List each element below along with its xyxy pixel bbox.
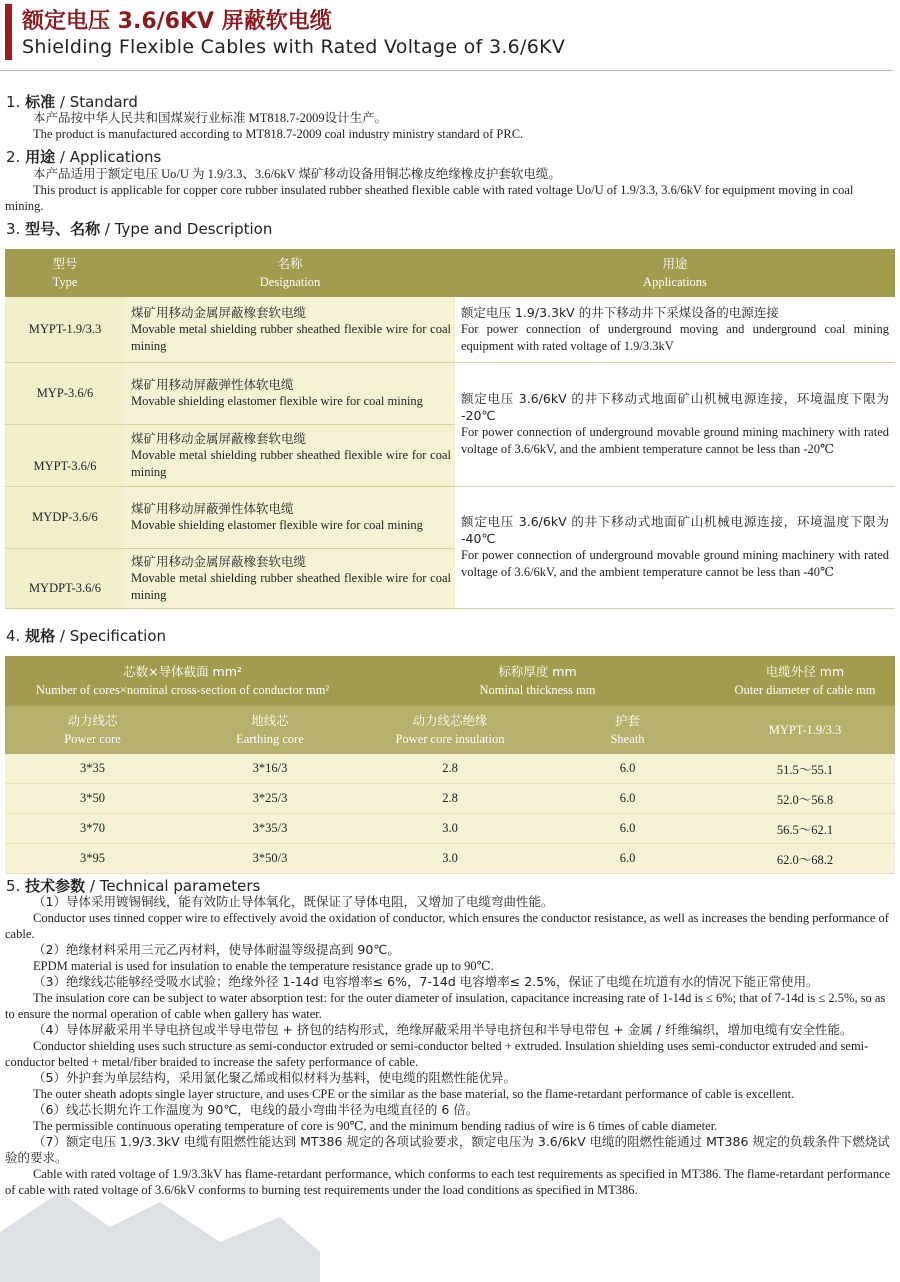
cell-earthing-core: 3*50/3 <box>180 844 360 874</box>
param-item: （5）外护套为单层结构，采用氯化聚乙烯或相似材料为基料，使电缆的阻燃性能优异。 <box>33 1070 516 1085</box>
section-number: 4. <box>6 627 21 645</box>
header-power-core-insulation: 动力线芯绝缘 Power core insulation <box>360 706 540 754</box>
section-title-en: / Standard <box>59 93 138 111</box>
page-header <box>0 0 900 72</box>
type-description-table <box>5 249 895 609</box>
table-header-row <box>5 249 895 297</box>
section-title-en: / Specification <box>59 627 167 645</box>
section-number: 3. <box>6 220 21 238</box>
table-row <box>5 814 895 844</box>
header-sheath: 护套 Sheath <box>540 706 715 754</box>
standard-text-en: The product is manufactured according to MT818.7-2009 coal industry ministry standard of PRC. <box>33 127 524 141</box>
cell-sheath: 6.0 <box>540 814 715 844</box>
cell-earthing-core: 3*35/3 <box>180 814 360 844</box>
section-title-en: / Type and Description <box>104 220 273 238</box>
cell-power-core: 3*95 <box>5 844 180 874</box>
table-row <box>5 297 895 362</box>
section-title-cn: 用途 <box>25 148 56 166</box>
header-type: 型号 Type <box>5 249 125 297</box>
section-number: 5. <box>6 877 21 895</box>
applications-text-en: This product is applicable for copper core rubber insulated rubber sheathed flexible cable with rated voltage Uo/U of 1.9/3.3, 3.6/6kV for equipment moving in coal mining. <box>5 183 854 213</box>
param-item-en: Conductor shielding uses such structure as semi-conductor extruded or semi-conductor belted + extruded. Insulation shielding uses semi-conductor extruded and semi-conductor belted + metal/fiber braided to increase the safety performance of cable. <box>5 1039 869 1069</box>
cell-outer-diameter: 51.5～55.1 <box>715 754 895 784</box>
param-item-en: Conductor uses tinned copper wire to effectively avoid the oxidation of conductor, which ensures the conductor resistance, as well as increases the bending performance of cable. <box>5 911 889 941</box>
param-item: （4）导体屏蔽采用半导电挤包或半导电带包 + 挤包的结构形式，绝缘屏蔽采用半导电挤包和半导电带包 + 金属 / 纤维编织，增加电缆有安全性能。 <box>33 1022 853 1037</box>
table-row <box>5 844 895 874</box>
model-cell: MYPT-1.9/3.3 <box>5 297 125 362</box>
param-item: （3）绝缘线芯能够经受吸水试验；绝缘外径 1-14d 电容增率≤ 6%，7-14d 电容增率≤ 2.5%，保证了电缆在坑道有水的情况下能正常使用。 <box>33 974 819 989</box>
cell-sheath: 6.0 <box>540 754 715 784</box>
application-cell: 额定电压 1.9/3.3kV 的井下移动井下采煤设备的电源连接 For power connection of underground moving and underground coal mining equipment with rated voltage of 1.9/3.3kV <box>455 297 895 362</box>
param-item-en: EPDM material is used for insulation to enable the temperature resistance grade up to 90℃. <box>33 959 494 973</box>
cell-insulation: 2.8 <box>360 784 540 814</box>
param-item-en: The insulation core can be subject to water absorption test: for the outer diameter of insulation, capacitance increasing rate of 1-14d is ≤ 6%; that of 7-14d is ≤ 2.5%, so as to ensure the normal operation of cable when gallery has water. <box>5 991 886 1021</box>
section-title-cn: 规格 <box>25 627 56 645</box>
table-row <box>5 486 895 548</box>
cell-outer-diameter: 62.0～68.2 <box>715 844 895 874</box>
cell-insulation: 3.0 <box>360 844 540 874</box>
param-item-en: The outer sheath adopts single layer structure, and uses CPE or the similar as the base material, so the flame-retardant performance of cable is excellent. <box>33 1087 795 1101</box>
param-item: （2）绝缘材料采用三元乙丙材料，使导体耐温等级提高到 90℃。 <box>33 942 400 957</box>
cell-outer-diameter: 52.0～56.8 <box>715 784 895 814</box>
cell-power-core: 3*70 <box>5 814 180 844</box>
header-cores-section: 芯数×导体截面 mm² Number of cores×nominal cross-section of conductor mm² <box>5 656 360 706</box>
cell-sheath: 6.0 <box>540 844 715 874</box>
model-cell: MYDPT-3.6/6 <box>5 548 125 608</box>
header-outer-diameter: 电缆外径 mm Outer diameter of cable mm <box>715 656 895 706</box>
cell-power-core: 3*35 <box>5 754 180 784</box>
section-standard-heading <box>6 91 138 112</box>
designation-cell: 煤矿用移动屏蔽弹性体软电缆 Movable shielding elastomer flexible wire for coal mining <box>125 486 455 548</box>
section-type-heading <box>6 218 272 239</box>
header-accent-bar <box>5 4 12 60</box>
table-row <box>5 362 895 424</box>
page-title-en: Shielding Flexible Cables with Rated Voltage of 3.6/6KV <box>22 36 566 58</box>
technical-parameters-list <box>5 894 895 1198</box>
section-title-cn: 标准 <box>25 93 56 111</box>
cell-earthing-core: 3*25/3 <box>180 784 360 814</box>
table-header-row <box>5 656 895 706</box>
section-title-en: / Technical parameters <box>89 877 261 895</box>
cell-power-core: 3*50 <box>5 784 180 814</box>
header-earthing-core: 地线芯 Earthing core <box>180 706 360 754</box>
section-applications-heading <box>6 146 161 167</box>
table-row <box>5 754 895 784</box>
model-cell: MYDP-3.6/6 <box>5 486 125 548</box>
designation-cell: 煤矿用移动金属屏蔽橡套软电缆 Movable metal shielding rubber sheathed flexible wire for coal mining <box>125 424 455 486</box>
cell-insulation: 3.0 <box>360 814 540 844</box>
designation-cell: 煤矿用移动金属屏蔽橡套软电缆 Movable metal shielding rubber sheathed flexible wire for coal mining <box>125 297 455 362</box>
applications-paragraph <box>5 166 895 214</box>
section-number: 2. <box>6 148 21 166</box>
section-title-en: / Applications <box>59 148 162 166</box>
section-title-cn: 型号、名称 <box>25 220 101 238</box>
param-item: （7）额定电压 1.9/3.3kV 电缆有阻燃性能达到 MT386 规定的各项试验要求，额定电压为 3.6/6kV 电缆的阻燃性能通过 MT386 规定的负载条件下燃烧试验的要求。 <box>5 1134 890 1165</box>
param-item-en: Cable with rated voltage of 1.9/3.3kV has flame-retardant performance, which conforms to each test requirements as specified in MT386. The flame-retardant performance of cable with rated voltage of 3.6/6kV conforms to burning test requirements under the load conditions as specified in MT386. <box>5 1167 891 1197</box>
header-designation: 名称 Designation <box>125 249 455 297</box>
table-row <box>5 784 895 814</box>
header-nominal-thickness: 标称厚度 mm Nominal thickness mm <box>360 656 715 706</box>
header-applications: 用途 Applications <box>455 249 895 297</box>
standard-text-cn: 本产品按中华人民共和国煤炭行业标准 MT818.7-2009设计生产。 <box>33 111 388 125</box>
page-title-cn: 额定电压 3.6/6KV 屏蔽软电缆 <box>22 9 332 34</box>
section-title-cn: 技术参数 <box>25 877 86 895</box>
param-item: （6）线芯长期允许工作温度为 90℃，电线的最小弯曲半径为电缆直径的 6 倍。 <box>33 1102 479 1117</box>
standard-paragraph <box>5 110 895 142</box>
application-cell: 额定电压 3.6/6kV 的井下移动式地面矿山机械电源连接，环境温度下限为 -20℃ For power connection of underground movable ground mining machinery with rated voltage of 3.6/6kV, and the ambient temperature cannot be less than -20℃ <box>455 362 895 486</box>
param-item-en: The permissible continuous operating temperature of core is 90℃, and the minimum bending radius of wire is 6 times of cable diameter. <box>33 1119 718 1133</box>
header-power-core: 动力线芯 Power core <box>5 706 180 754</box>
applications-text-cn: 本产品适用于额定电压 Uo/U 为 1.9/3.3、3.6/6kV 煤矿移动设备用铜芯橡皮绝缘橡皮护套软电缆。 <box>33 167 561 181</box>
cell-sheath: 6.0 <box>540 784 715 814</box>
cell-insulation: 2.8 <box>360 754 540 784</box>
section-specification-heading <box>6 625 166 646</box>
table-subheader-row <box>5 706 895 754</box>
param-item: （1）导体采用镀锡铜线，能有效防止导体氧化，既保证了导体电阻，又增加了电缆弯曲性能。 <box>33 894 554 909</box>
designation-cell: 煤矿用移动屏蔽弹性体软电缆 Movable shielding elastomer flexible wire for coal mining <box>125 362 455 424</box>
model-cell: MYPT-3.6/6 <box>5 424 125 486</box>
section-number: 1. <box>6 93 21 111</box>
cell-outer-diameter: 56.5～62.1 <box>715 814 895 844</box>
header-model-diameter: MYPT-1.9/3.3 <box>715 706 895 754</box>
specification-table <box>5 656 895 874</box>
section-technical-heading <box>6 875 260 896</box>
header-divider <box>0 70 894 71</box>
application-cell: 额定电压 3.6/6kV 的井下移动式地面矿山机械电源连接，环境温度下限为 -40℃ For power connection of underground movable ground mining machinery with rated voltage of 3.6/6kV, and the ambient temperature cannot be less than -40℃ <box>455 486 895 608</box>
designation-cell: 煤矿用移动金属屏蔽橡套软电缆 Movable metal shielding rubber sheathed flexible wire for coal mining <box>125 548 455 608</box>
cell-earthing-core: 3*16/3 <box>180 754 360 784</box>
model-cell: MYP-3.6/6 <box>5 362 125 424</box>
